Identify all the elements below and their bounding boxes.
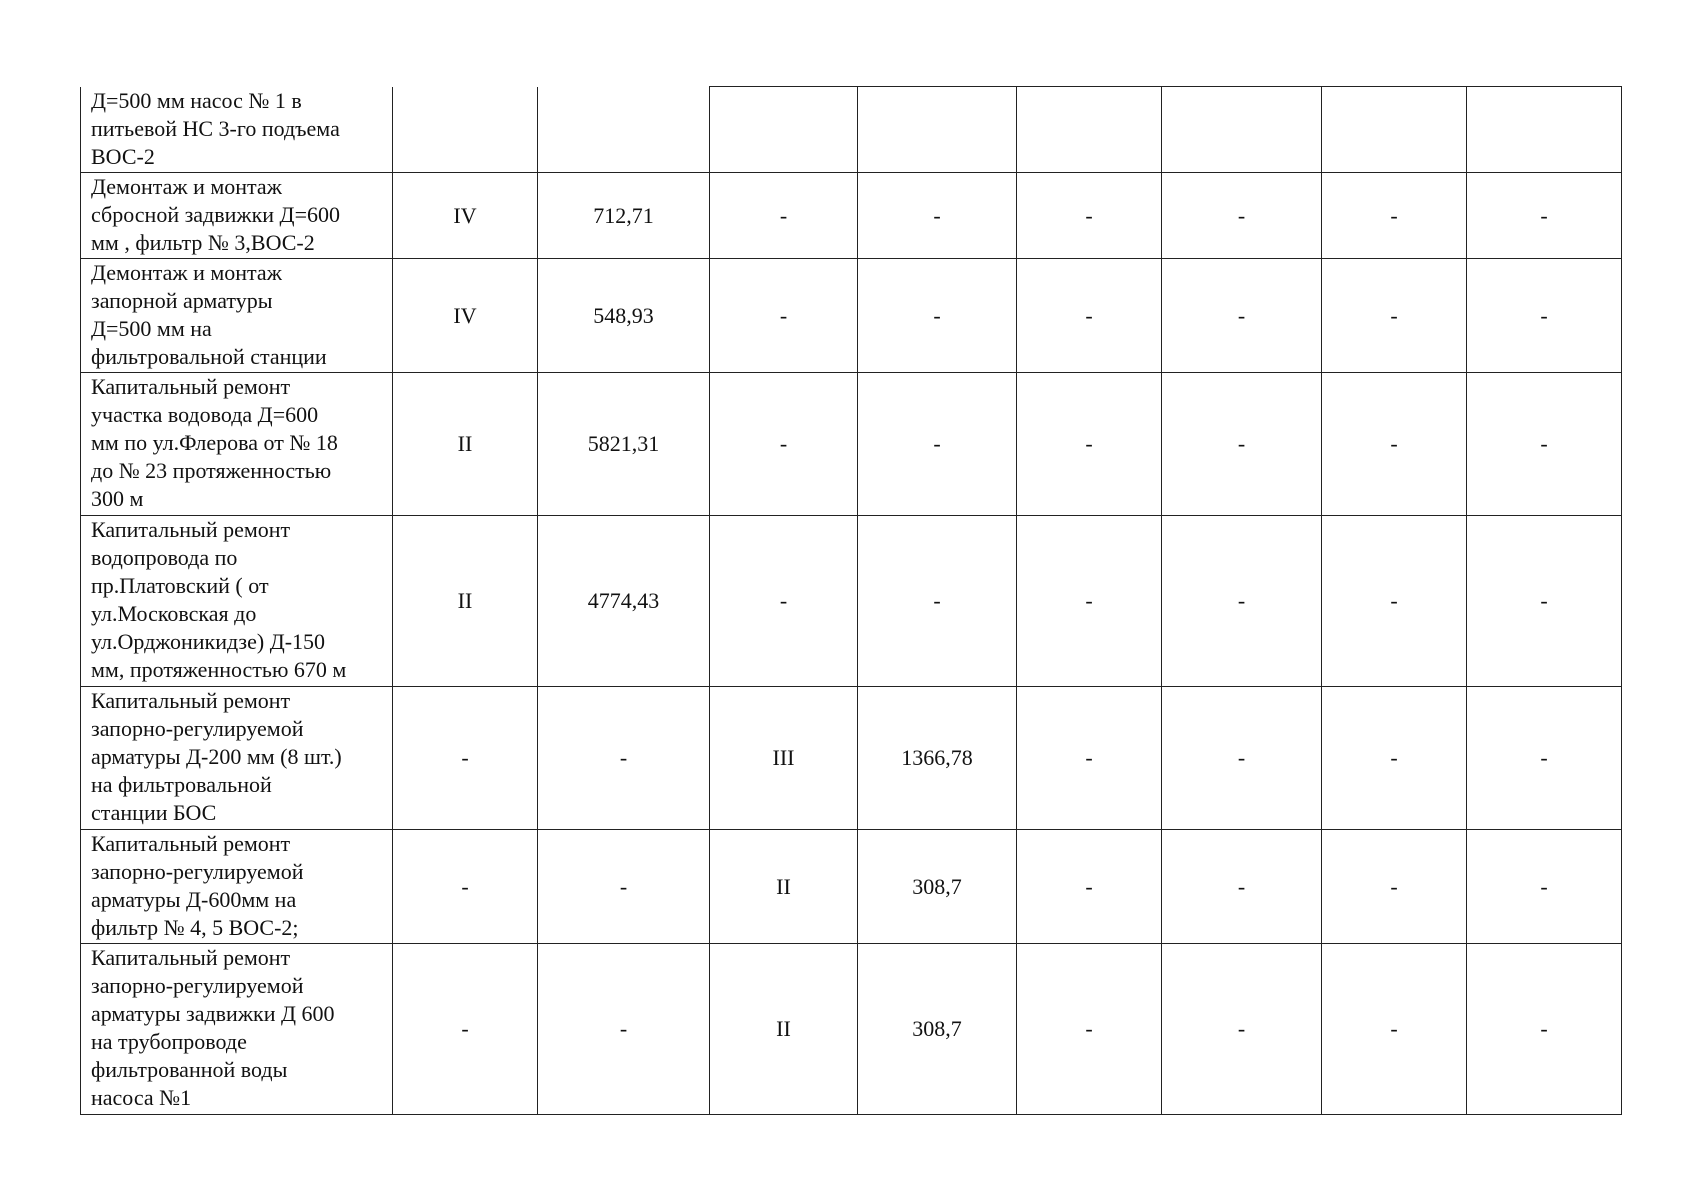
- description-line: Капитальный ремонт: [91, 831, 291, 856]
- description-line: арматуры Д-600мм на: [91, 887, 297, 912]
- value-cell: 4774,43: [538, 516, 710, 687]
- value-cell: 308,7: [858, 944, 1017, 1115]
- description-line: мм по ул.Флерова от № 18: [91, 430, 338, 455]
- description-line: Капитальный ремонт: [91, 374, 291, 399]
- work-description-cell: [81, 259, 393, 373]
- value-cell: -: [1162, 687, 1322, 830]
- description-line: арматуры Д-200 мм (8 шт.): [91, 744, 342, 769]
- value-cell: IV: [393, 259, 538, 373]
- value-cell: 548,93: [538, 259, 710, 373]
- description-line: арматуры задвижки Д 600: [91, 1001, 335, 1026]
- table-row: [81, 259, 1622, 373]
- work-description-cell: [81, 944, 393, 1115]
- description-line: сбросной задвижки Д=600: [91, 202, 340, 227]
- value-cell: II: [393, 373, 538, 516]
- work-description-cell: [81, 687, 393, 830]
- value-cell: -: [710, 373, 858, 516]
- value-cell: -: [1467, 830, 1622, 944]
- value-cell: -: [1017, 687, 1162, 830]
- table-body: [81, 87, 1622, 1115]
- value-cell: -: [1162, 516, 1322, 687]
- value-cell: -: [1467, 173, 1622, 259]
- table-row: [81, 687, 1622, 830]
- value-cell: -: [1322, 173, 1467, 259]
- value-cell: II: [710, 944, 858, 1115]
- table-row: [81, 944, 1622, 1115]
- value-cell: II: [710, 830, 858, 944]
- value-cell: [1467, 87, 1622, 173]
- value-cell: [1162, 87, 1322, 173]
- description-line: пр.Платовский ( от: [91, 573, 269, 598]
- value-cell: -: [1017, 516, 1162, 687]
- value-cell: -: [1017, 259, 1162, 373]
- description-line: станции БОС: [91, 800, 217, 825]
- value-cell: [1017, 87, 1162, 173]
- description-line: мм, протяженностью 670 м: [91, 657, 347, 682]
- value-cell: [858, 87, 1017, 173]
- value-cell: -: [858, 516, 1017, 687]
- value-cell: -: [1467, 259, 1622, 373]
- value-cell: IV: [393, 173, 538, 259]
- value-cell: [538, 87, 710, 173]
- description-line: до № 23 протяженностью: [91, 458, 332, 483]
- value-cell: III: [710, 687, 858, 830]
- value-cell: -: [710, 516, 858, 687]
- value-cell: II: [393, 516, 538, 687]
- value-cell: [1322, 87, 1467, 173]
- value-cell: -: [1017, 830, 1162, 944]
- value-cell: -: [1162, 173, 1322, 259]
- description-line: 300 м: [91, 486, 144, 511]
- value-cell: -: [1322, 944, 1467, 1115]
- value-cell: -: [538, 944, 710, 1115]
- value-cell: -: [1162, 830, 1322, 944]
- value-cell: -: [538, 830, 710, 944]
- description-line: на фильтровальной: [91, 772, 272, 797]
- value-cell: -: [1467, 373, 1622, 516]
- work-description-cell: [81, 173, 393, 259]
- value-cell: -: [1467, 944, 1622, 1115]
- value-cell: -: [1162, 944, 1322, 1115]
- value-cell: -: [1162, 259, 1322, 373]
- work-description-cell: [81, 373, 393, 516]
- value-cell: 5821,31: [538, 373, 710, 516]
- description-line: мм , фильтр № 3,ВОС-2: [91, 230, 315, 255]
- description-line: Капитальный ремонт: [91, 517, 291, 542]
- value-cell: -: [1322, 259, 1467, 373]
- value-cell: -: [1017, 173, 1162, 259]
- value-cell: 308,7: [858, 830, 1017, 944]
- work-description-cell: [81, 516, 393, 687]
- value-cell: -: [1467, 516, 1622, 687]
- description-line: фильтр № 4, 5 ВОС-2;: [91, 915, 299, 940]
- value-cell: -: [1162, 373, 1322, 516]
- description-line: ВОС-2: [91, 143, 155, 169]
- value-cell: 1366,78: [858, 687, 1017, 830]
- value-cell: -: [1322, 373, 1467, 516]
- table-row: [81, 516, 1622, 687]
- value-cell: -: [1467, 687, 1622, 830]
- description-line: Демонтаж и монтаж: [91, 174, 282, 199]
- work-description-cell: [81, 87, 393, 173]
- description-line: Капитальный ремонт: [91, 688, 291, 713]
- description-line: участка водовода Д=600: [91, 402, 319, 427]
- description-line: питьевой НС 3-го подъема: [91, 115, 340, 141]
- description-line: насоса №1: [91, 1085, 192, 1110]
- description-line: запорной арматуры: [91, 288, 273, 313]
- value-cell: 712,71: [538, 173, 710, 259]
- description-line: Д=500 мм насос № 1 в: [91, 87, 302, 113]
- value-cell: -: [1017, 373, 1162, 516]
- description-line: запорно-регулируемой: [91, 716, 304, 741]
- value-cell: -: [1322, 687, 1467, 830]
- description-line: фильтровальной станции: [91, 344, 327, 369]
- value-cell: -: [710, 173, 858, 259]
- repair-plan-table: [80, 86, 1622, 1115]
- description-line: на трубопроводе: [91, 1029, 247, 1054]
- value-cell: -: [858, 259, 1017, 373]
- description-line: Капитальный ремонт: [91, 945, 291, 970]
- value-cell: -: [393, 830, 538, 944]
- value-cell: -: [1322, 516, 1467, 687]
- value-cell: -: [538, 687, 710, 830]
- description-line: запорно-регулируемой: [91, 859, 304, 884]
- value-cell: -: [858, 373, 1017, 516]
- table-row: [81, 373, 1622, 516]
- value-cell: -: [858, 173, 1017, 259]
- value-cell: -: [1017, 944, 1162, 1115]
- description-line: запорно-регулируемой: [91, 973, 304, 998]
- description-line: Демонтаж и монтаж: [91, 260, 282, 285]
- description-line: ул.Орджоникидзе) Д-150: [91, 629, 326, 654]
- description-line: Д=500 мм на: [91, 316, 212, 341]
- description-line: ул.Московская до: [91, 601, 257, 626]
- description-line: водопровода по: [91, 545, 238, 570]
- table-row: [81, 87, 1622, 173]
- value-cell: [393, 87, 538, 173]
- description-line: фильтрованной воды: [91, 1057, 288, 1082]
- work-description-cell: [81, 830, 393, 944]
- table-row: [81, 830, 1622, 944]
- value-cell: -: [1322, 830, 1467, 944]
- table-row: [81, 173, 1622, 259]
- value-cell: -: [393, 944, 538, 1115]
- value-cell: -: [393, 687, 538, 830]
- value-cell: [710, 87, 858, 173]
- value-cell: -: [710, 259, 858, 373]
